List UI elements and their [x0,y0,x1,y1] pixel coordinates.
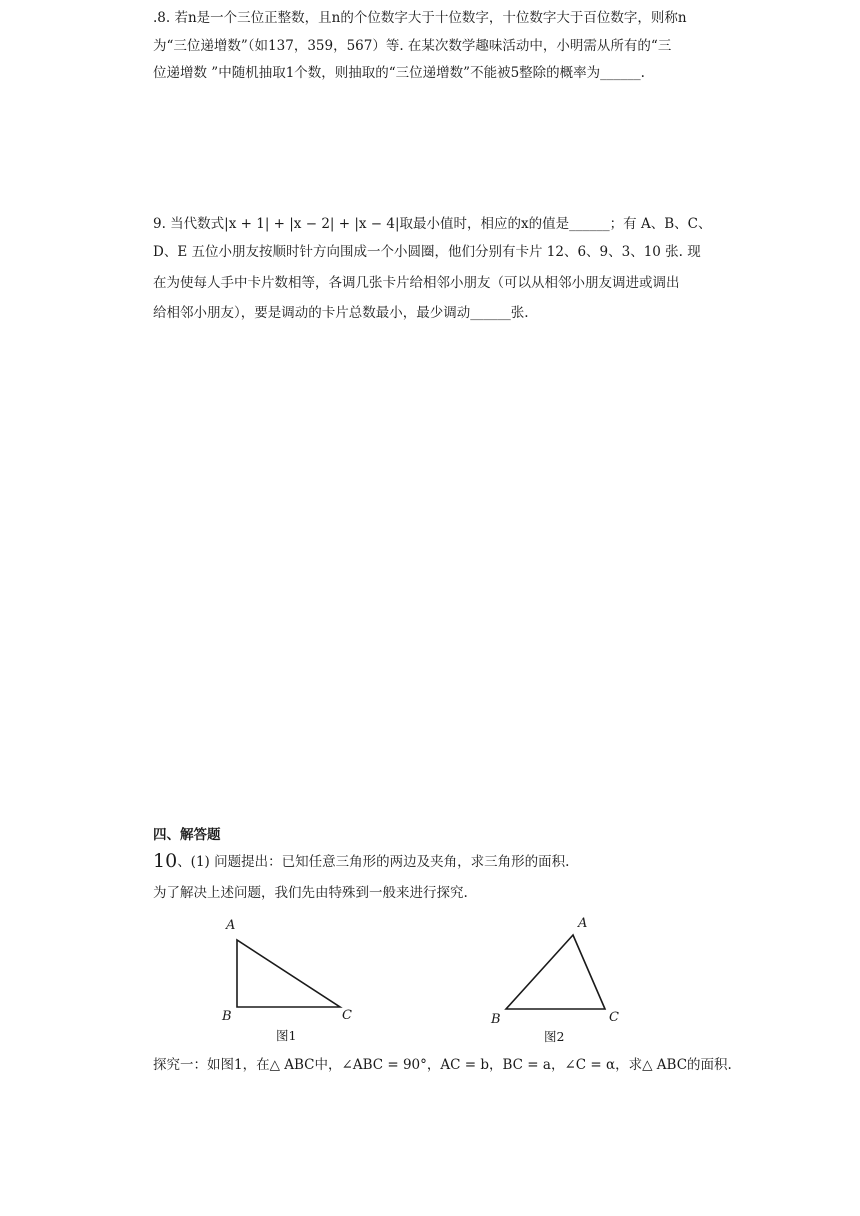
q8-line-2: 为“三位递增数”（如137，359，567）等. 在某次数学趣味活动中，小明需从所有的“三 [153,38,672,54]
figure-2-caption: 图2 [544,1029,565,1044]
section-heading: 四、解答题 [153,827,221,843]
q8-line-1: .8. 若n是一个三位正整数，且n的个位数字大于十位数字，十位数字大于百位数字，则称n [153,10,687,26]
figure-2-label-a: A [578,916,588,931]
q10-line-1 [153,852,569,871]
q9-line-2: D、E 五位小朋友按顺时针方向围成一个小圆圈，他们分别有卡片 12、6、9、3、10 张. 现 [153,244,701,260]
figure-1-label-c: C [342,1008,352,1023]
figure-1-label-b: B [222,1009,232,1024]
figure-2-label-c: C [609,1010,619,1025]
q10-number: 10 [153,850,178,872]
figure-2 [486,912,636,1047]
figure-1-label-a: A [226,918,236,933]
q10-line-1-text: 、(1) 问题提出：已知任意三角形的两边及夹角，求三角形的面积. [177,854,570,870]
figure-1-caption: 图1 [276,1028,297,1043]
q8-line-3: 位递增数 ”中随机抽取1个数，则抽取的“三位递增数”不能被5整除的概率为______. [153,65,645,81]
q10-explore-1: 探究一：如图1，在△ ABC中，∠ABC = 90°，AC = b，BC = a，∠C = α，求△ ABC的面积. [153,1057,732,1073]
q10-line-2: 为了解决上述问题，我们先由特殊到一般来进行探究. [153,885,468,901]
figure-2-label-b: B [491,1012,501,1027]
figure-1-triangle [237,940,340,1007]
figure-2-triangle [506,935,605,1009]
figure-1 [212,912,372,1047]
q9-line-4: 给相邻小朋友），要是调动的卡片总数最小，最少调动______张. [153,305,529,321]
q9-line-3: 在为使每人手中卡片数相等，各调几张卡片给相邻小朋友（可以从相邻小朋友调进或调出 [153,275,680,291]
q9-line-1: 9. 当代数式|x + 1| + |x − 2| + |x − 4|取最小值时，相应的x的值是______；有 A、B、C、 [153,216,712,232]
